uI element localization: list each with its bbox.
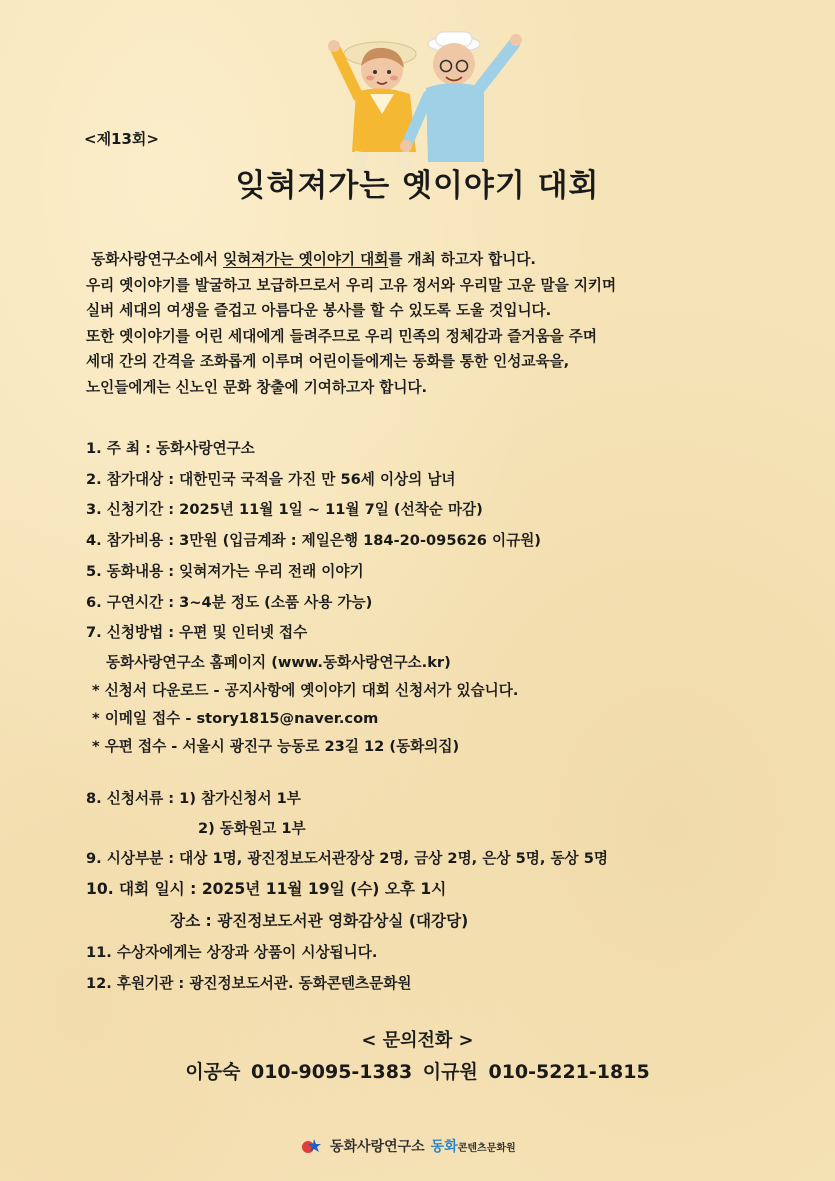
- intro-line: 또한 옛이야기를 어린 세대에게 들려주므로 우리 민족의 정체감과 즐거움을 주며: [86, 327, 597, 345]
- page-title: 잊혀져가는 옛이야기 대회: [235, 168, 600, 204]
- intro-text: 를 개최 하고자 합니다.: [388, 251, 536, 268]
- intro-line: [86, 247, 766, 273]
- intro-line: 세대 간의 간격을 조화롭게 이루며 어린이들에게는 동화를 통한 인성교육을,: [86, 353, 570, 371]
- info-item-awards: 9. 시상부분 : 대상 1명, 광진정보도서관장상 2명, 금상 2명, 은상 5명, 동상 5명: [86, 850, 608, 867]
- info-item-documents: 8. 신청서류 : 1) 참가신청서 1부: [86, 790, 301, 807]
- info-item-date: 10. 대회 일시 : 2025년 11월 19일 (수) 오후 1시: [86, 880, 447, 898]
- footer-logos: [300, 1132, 516, 1160]
- info-item-method: 7. 신청방법 : 우편 및 인터넷 접수: [86, 624, 308, 641]
- info-item-venue: 장소 : 광진정보도서관 영화감상실 (대강당): [170, 912, 469, 930]
- info-item-period: 3. 신청기간 : 2025년 11월 1일 ~ 11월 7일 (선착순 마감): [86, 501, 483, 518]
- info-item-fee: 4. 참가비용 : 3만원 (입금계좌 : 제일은행 184-20-095626 이규원): [86, 532, 541, 549]
- info-item-sponsors: 12. 후원기관 : 광진정보도서관. 동화콘텐츠문화원: [86, 975, 412, 992]
- info-item-host: 1. 주 최 : 동화사랑연구소: [86, 440, 255, 457]
- info-item-mail: * 우편 접수 - 서울시 광진구 능동로 23길 12 (동화의집): [92, 738, 460, 755]
- info-item-prizes: 11. 수상자에게는 상장과 상품이 시상됩니다.: [86, 944, 378, 961]
- info-item-documents-2: 2) 동화원고 1부: [198, 820, 306, 837]
- contact-phones: 이공숙 010-9095-1383 이규원 010-5221-1815: [185, 1061, 650, 1083]
- edition-label: <제13회>: [84, 130, 159, 148]
- info-item-eligibility: 2. 참가대상 : 대한민국 국적을 가진 만 56세 이상의 남녀: [86, 471, 456, 488]
- logo-content-sub: 콘텐츠문화원: [457, 1143, 516, 1154]
- logo-content-main: 동화: [430, 1139, 458, 1155]
- intro-paragraph: [86, 247, 766, 401]
- logo-content-center: [431, 1136, 516, 1156]
- logo-donghwa-research: 동화사랑연구소: [330, 1139, 425, 1155]
- flower-logo-icon: [300, 1135, 324, 1157]
- intro-line: 우리 옛이야기를 발굴하고 보급하므로서 우리 고유 정서와 우리말 고운 말을 지키며: [86, 276, 617, 294]
- info-item-homepage: 동화사랑연구소 홈페이지 (www.동화사랑연구소.kr): [106, 654, 451, 671]
- event-name-underlined: 잊혀져가는 옛이야기 대회: [223, 251, 389, 268]
- info-item-content: 5. 동화내용 : 잊혀져가는 우리 전래 이야기: [86, 563, 364, 580]
- intro-line: 실버 세대의 여생을 즐겁고 아름다운 봉사를 할 수 있도록 도울 것입니다.: [86, 302, 552, 320]
- contact-heading: < 문의전화 >: [361, 1030, 474, 1051]
- elderly-couple-illustration: [318, 22, 528, 172]
- intro-line: 노인들에게는 신노인 문화 창출에 기여하고자 합니다.: [86, 378, 428, 396]
- intro-text: 동화사랑연구소에서: [91, 251, 224, 268]
- info-item-download: * 신청서 다운로드 - 공지사항에 옛이야기 대회 신청서가 있습니다.: [92, 682, 519, 699]
- info-item-email: * 이메일 접수 - story1815@naver.com: [92, 710, 379, 727]
- info-item-duration: 6. 구연시간 : 3~4분 정도 (소품 사용 가능): [86, 594, 373, 611]
